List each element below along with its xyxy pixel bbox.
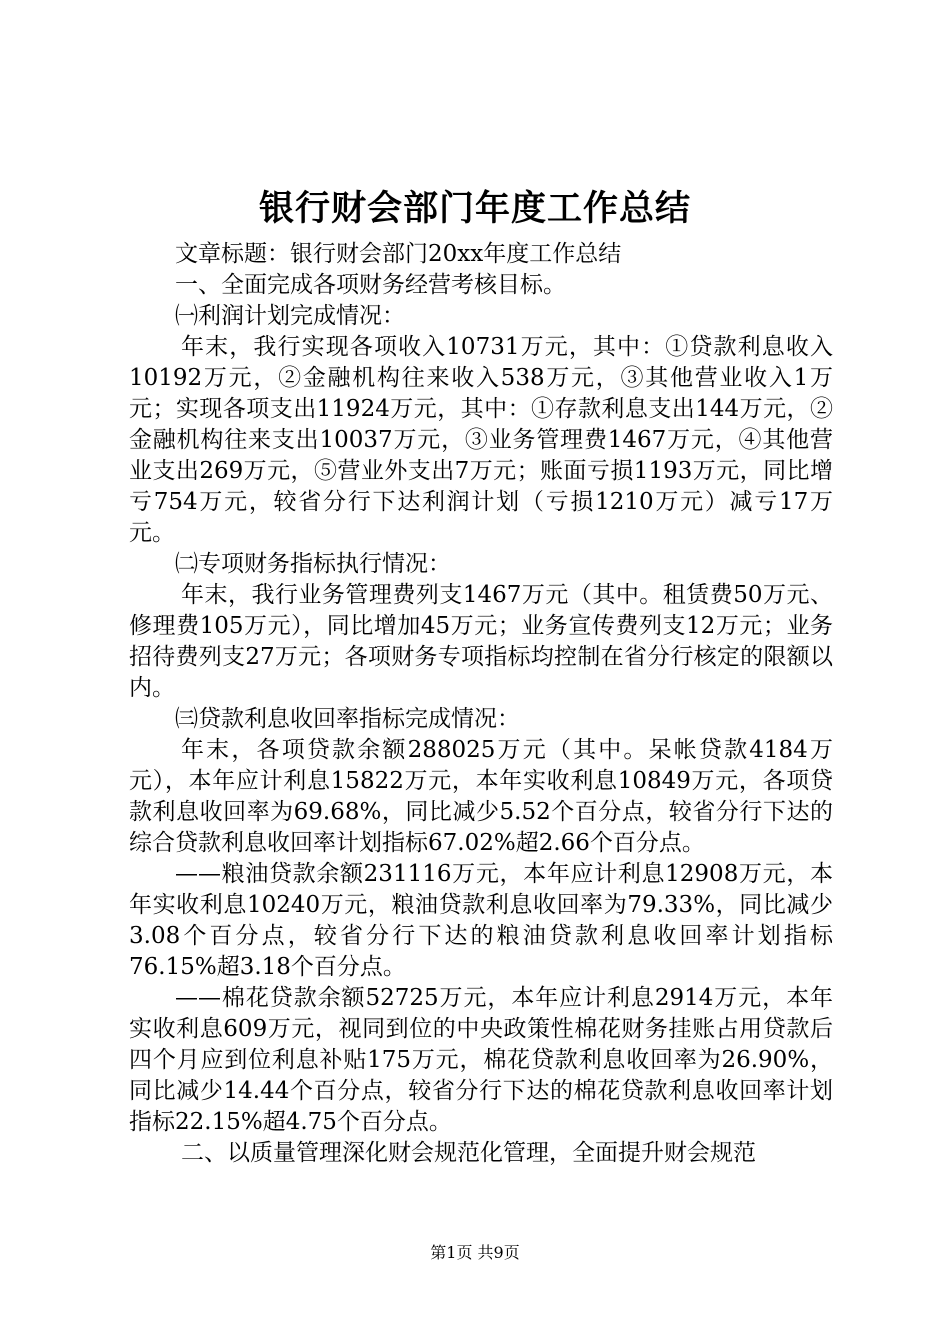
document-body: [129, 239, 833, 1169]
subsection-heading-profit: ㈠利润计划完成情况：: [175, 303, 405, 329]
subsection-heading-special-indicators: ㈡专项财务指标执行情况：: [175, 551, 451, 577]
article-title-line: 文章标题：银行财会部门20xx年度工作总结: [175, 241, 622, 267]
subsection-heading-interest-recovery: ㈢贷款利息收回率指标完成情况：: [175, 706, 520, 732]
section-heading-1: 一、全面完成各项财务经营考核目标。: [175, 272, 566, 298]
paragraph-cotton-loans: ——棉花贷款余额52725万元，本年应计利息2914万元，本年实收利息609万元，视同到位的中央政策性棉花财务挂账占用贷款后四个月应到位利息补贴175万元，棉花贷款利息收回率为26.90%，同比减少14.44个百分点，较省分行下达的棉花贷款利息收回率计划指标22.15%超4.75个百分点。: [129, 985, 833, 1135]
page-footer: 第1页 共9页: [430, 1243, 520, 1262]
paragraph-profit: 年末，我行实现各项收入10731万元，其中：①贷款利息收入10192万元，②金融机构往来收入538万元，③其他营业收入1万元；实现各项支出11924万元，其中：①存款利息支出144万元，②金融机构往来支出10037万元，③业务管理费1467万元，④其他营业支出269万元，⑤营业外支出7万元；账面亏损1193万元，同比增亏754万元，较省分行下达利润计划（亏损1210万元）减亏17万元。: [129, 334, 833, 546]
document-title: 银行财会部门年度工作总结: [258, 188, 691, 229]
section-heading-2: 二、以质量管理深化财会规范化管理，全面提升财会规范: [181, 1140, 756, 1166]
paragraph-interest-recovery: 年末，各项贷款余额288025万元（其中。呆帐贷款4184万元），本年应计利息15822万元，本年实收利息10849万元，各项贷款利息收回率为69.68%，同比减少5.52个百分点，较省分行下达的综合贷款利息收回率计划指标67.02%超2.66个百分点。: [129, 737, 833, 856]
paragraph-special-indicators: 年末，我行业务管理费列支1467万元（其中。租赁费50万元、修理费105万元），同比增加45万元；业务宣传费列支12万元；业务招待费列支27万元；各项财务专项指标均控制在省分行核定的限额以内。: [129, 582, 833, 701]
paragraph-grain-oil-loans: ——粮油贷款余额231116万元，本年应计利息12908万元，本年实收利息10240万元，粮油贷款利息收回率为79.33%，同比减少3.08个百分点，较省分行下达的粮油贷款利息收回率计划指标76.15%超3.18个百分点。: [129, 861, 833, 980]
